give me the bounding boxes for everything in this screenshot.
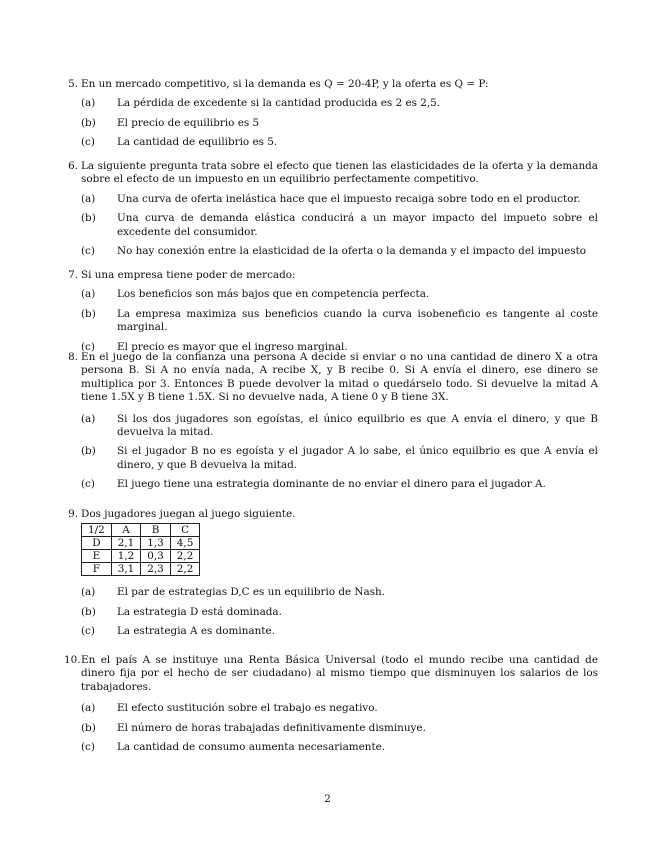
table-row bbox=[82, 537, 200, 550]
option-b bbox=[64, 722, 598, 735]
option-text: El par de estrategias D,C es un equilibrio de Nash. bbox=[117, 586, 386, 599]
question-8 bbox=[64, 351, 598, 498]
question-number: 7. bbox=[68, 269, 78, 281]
option-label: (c) bbox=[81, 136, 95, 149]
option-text: Los beneficios son más bajos que en competencia perfecta. bbox=[117, 288, 430, 301]
options-list bbox=[64, 413, 598, 492]
question-10 bbox=[64, 654, 598, 760]
option-a bbox=[64, 97, 598, 110]
option-b bbox=[64, 445, 598, 472]
option-label: (c) bbox=[81, 625, 95, 638]
table-cell: 0,3 bbox=[141, 550, 171, 563]
option-label: (a) bbox=[81, 288, 96, 301]
option-text: El número de horas trabajadas definitivamente disminuye. bbox=[117, 721, 426, 734]
option-c bbox=[64, 245, 598, 258]
options-list bbox=[64, 586, 598, 638]
question-9 bbox=[64, 508, 598, 645]
option-text: La estrategia A es dominante. bbox=[117, 625, 275, 638]
option-label: (a) bbox=[81, 97, 96, 110]
table-cell: 3,1 bbox=[111, 563, 141, 576]
table-cell: 1,2 bbox=[111, 550, 141, 563]
option-text: El precio de equilibrio es 5 bbox=[117, 116, 260, 129]
question-text: La siguiente pregunta trata sobre el efecto que tienen las elasticidades de la oferta y la demanda sobre el efecto de un impuesto en un equilibrio perfectamente competitivo. bbox=[81, 160, 598, 186]
question-6 bbox=[64, 160, 598, 264]
option-text: La empresa maximiza sus beneficios cuando la curva isobeneficio es tangente al coste marginal. bbox=[117, 307, 598, 334]
option-c bbox=[64, 136, 598, 149]
option-a bbox=[64, 193, 598, 206]
option-label: (a) bbox=[81, 412, 96, 425]
option-text: La estrategia D está dominada. bbox=[117, 605, 282, 618]
table-cell: 2,2 bbox=[170, 550, 200, 563]
option-text: Una curva de oferta inelástica hace que el impuesto recaiga sobre todo en el productor. bbox=[117, 192, 581, 205]
option-label: (c) bbox=[81, 478, 95, 491]
question-text: Dos jugadores juegan al juego siguiente. bbox=[81, 508, 296, 520]
question-text: En el país A se instituye una Renta Básica Universal (todo el mundo recibe una cantidad de dinero fija por el hecho de ser ciudadano) al mismo tiempo que disminuyen los salarios de los trabajadores. bbox=[81, 654, 598, 693]
table-cell: 1,3 bbox=[141, 537, 171, 550]
table-cell: B bbox=[141, 524, 171, 537]
option-label: (a) bbox=[81, 702, 96, 715]
table-cell: E bbox=[82, 550, 112, 563]
option-a bbox=[64, 702, 598, 715]
question-number: 10. bbox=[64, 654, 81, 666]
option-text: La cantidad de consumo aumenta necesariamente. bbox=[117, 741, 386, 754]
option-label: (c) bbox=[81, 340, 95, 353]
option-a bbox=[64, 413, 598, 440]
table-cell: F bbox=[82, 563, 112, 576]
table-cell: 2,1 bbox=[111, 537, 141, 550]
option-text: Si los dos jugadores son egoístas, el único equilbrio es que A envia el dinero, y que B devuelva la mitad. bbox=[117, 412, 598, 439]
option-label: (c) bbox=[81, 741, 95, 754]
table-cell: C bbox=[170, 524, 200, 537]
page-number: 2 bbox=[324, 793, 331, 805]
option-b bbox=[64, 308, 598, 335]
option-c bbox=[64, 478, 598, 491]
table-cell: A bbox=[111, 524, 141, 537]
option-text: Si el jugador B no es egoísta y el jugador A lo sabe, el único equilbrio es que A envía el dinero, y que B devuelva la mitad. bbox=[117, 445, 598, 471]
table-cell: 2,3 bbox=[141, 563, 171, 576]
options-list bbox=[64, 97, 598, 149]
options-list bbox=[64, 193, 598, 259]
option-b bbox=[64, 117, 598, 130]
option-text: La pérdida de excedente si la cantidad producida es 2 es 2,5. bbox=[117, 97, 441, 110]
option-a bbox=[64, 288, 598, 301]
table-cell: 4,5 bbox=[170, 537, 200, 550]
question-7 bbox=[64, 269, 598, 360]
option-text: La cantidad de equilibrio es 5. bbox=[117, 136, 278, 149]
table-row bbox=[82, 550, 200, 563]
question-5 bbox=[64, 78, 598, 156]
option-label: (b) bbox=[81, 605, 96, 618]
question-number: 9. bbox=[68, 508, 78, 520]
question-text: En el juego de la confianza una persona A decide si enviar o no una cantidad de dinero X a otra persona B. Si A no envía nada, A recibe X, y B recibe 0. Si A envía el dinero, ese dinero se multiplica por 3. Entonces B puede devolver la mitad o quedárselo todo. Si devuelve la mitad A tiene 1.5X y B tiene 1.5X. Si no devuelve nada, A tiene 0 y B tiene 3X. bbox=[81, 351, 598, 404]
table-cell: 2,2 bbox=[170, 563, 200, 576]
options-list bbox=[64, 702, 598, 754]
option-label: (b) bbox=[81, 116, 96, 129]
option-label: (a) bbox=[81, 192, 96, 205]
option-text: No hay conexión entre la elasticidad de la oferta o la demanda y el impacto del impuesto bbox=[117, 245, 587, 258]
question-number: 6. bbox=[68, 160, 78, 172]
option-b bbox=[64, 212, 598, 239]
option-label: (c) bbox=[81, 245, 95, 258]
payoff-table bbox=[81, 523, 200, 576]
question-text: Si una empresa tiene poder de mercado: bbox=[81, 269, 296, 281]
option-a bbox=[64, 586, 598, 599]
question-text: En un mercado competitivo, si la demanda es Q = 20-4P, y la oferta es Q = P: bbox=[81, 78, 489, 90]
option-label: (b) bbox=[81, 212, 96, 225]
table-header-row bbox=[82, 524, 200, 537]
option-label: (a) bbox=[81, 586, 96, 599]
table-cell: 1/2 bbox=[82, 524, 112, 537]
option-text: El efecto sustitución sobre el trabajo es negativo. bbox=[117, 702, 378, 715]
option-c bbox=[64, 625, 598, 638]
table-row bbox=[82, 563, 200, 576]
option-text: El juego tiene una estrategia dominante de no enviar el dinero para el jugador A. bbox=[117, 478, 546, 491]
option-text: El precio es mayor que el ingreso marginal. bbox=[117, 340, 348, 353]
option-label: (b) bbox=[81, 445, 96, 458]
table-cell: D bbox=[82, 537, 112, 550]
question-number: 5. bbox=[68, 78, 78, 90]
option-label: (b) bbox=[81, 721, 96, 734]
options-list bbox=[64, 288, 598, 354]
option-b bbox=[64, 606, 598, 619]
option-c bbox=[64, 741, 598, 754]
option-text: Una curva de demanda elástica conducirá a un mayor impacto del impueto sobre el excedente del consumidor. bbox=[117, 212, 598, 238]
question-number: 8. bbox=[68, 351, 78, 363]
option-label: (b) bbox=[81, 307, 96, 320]
